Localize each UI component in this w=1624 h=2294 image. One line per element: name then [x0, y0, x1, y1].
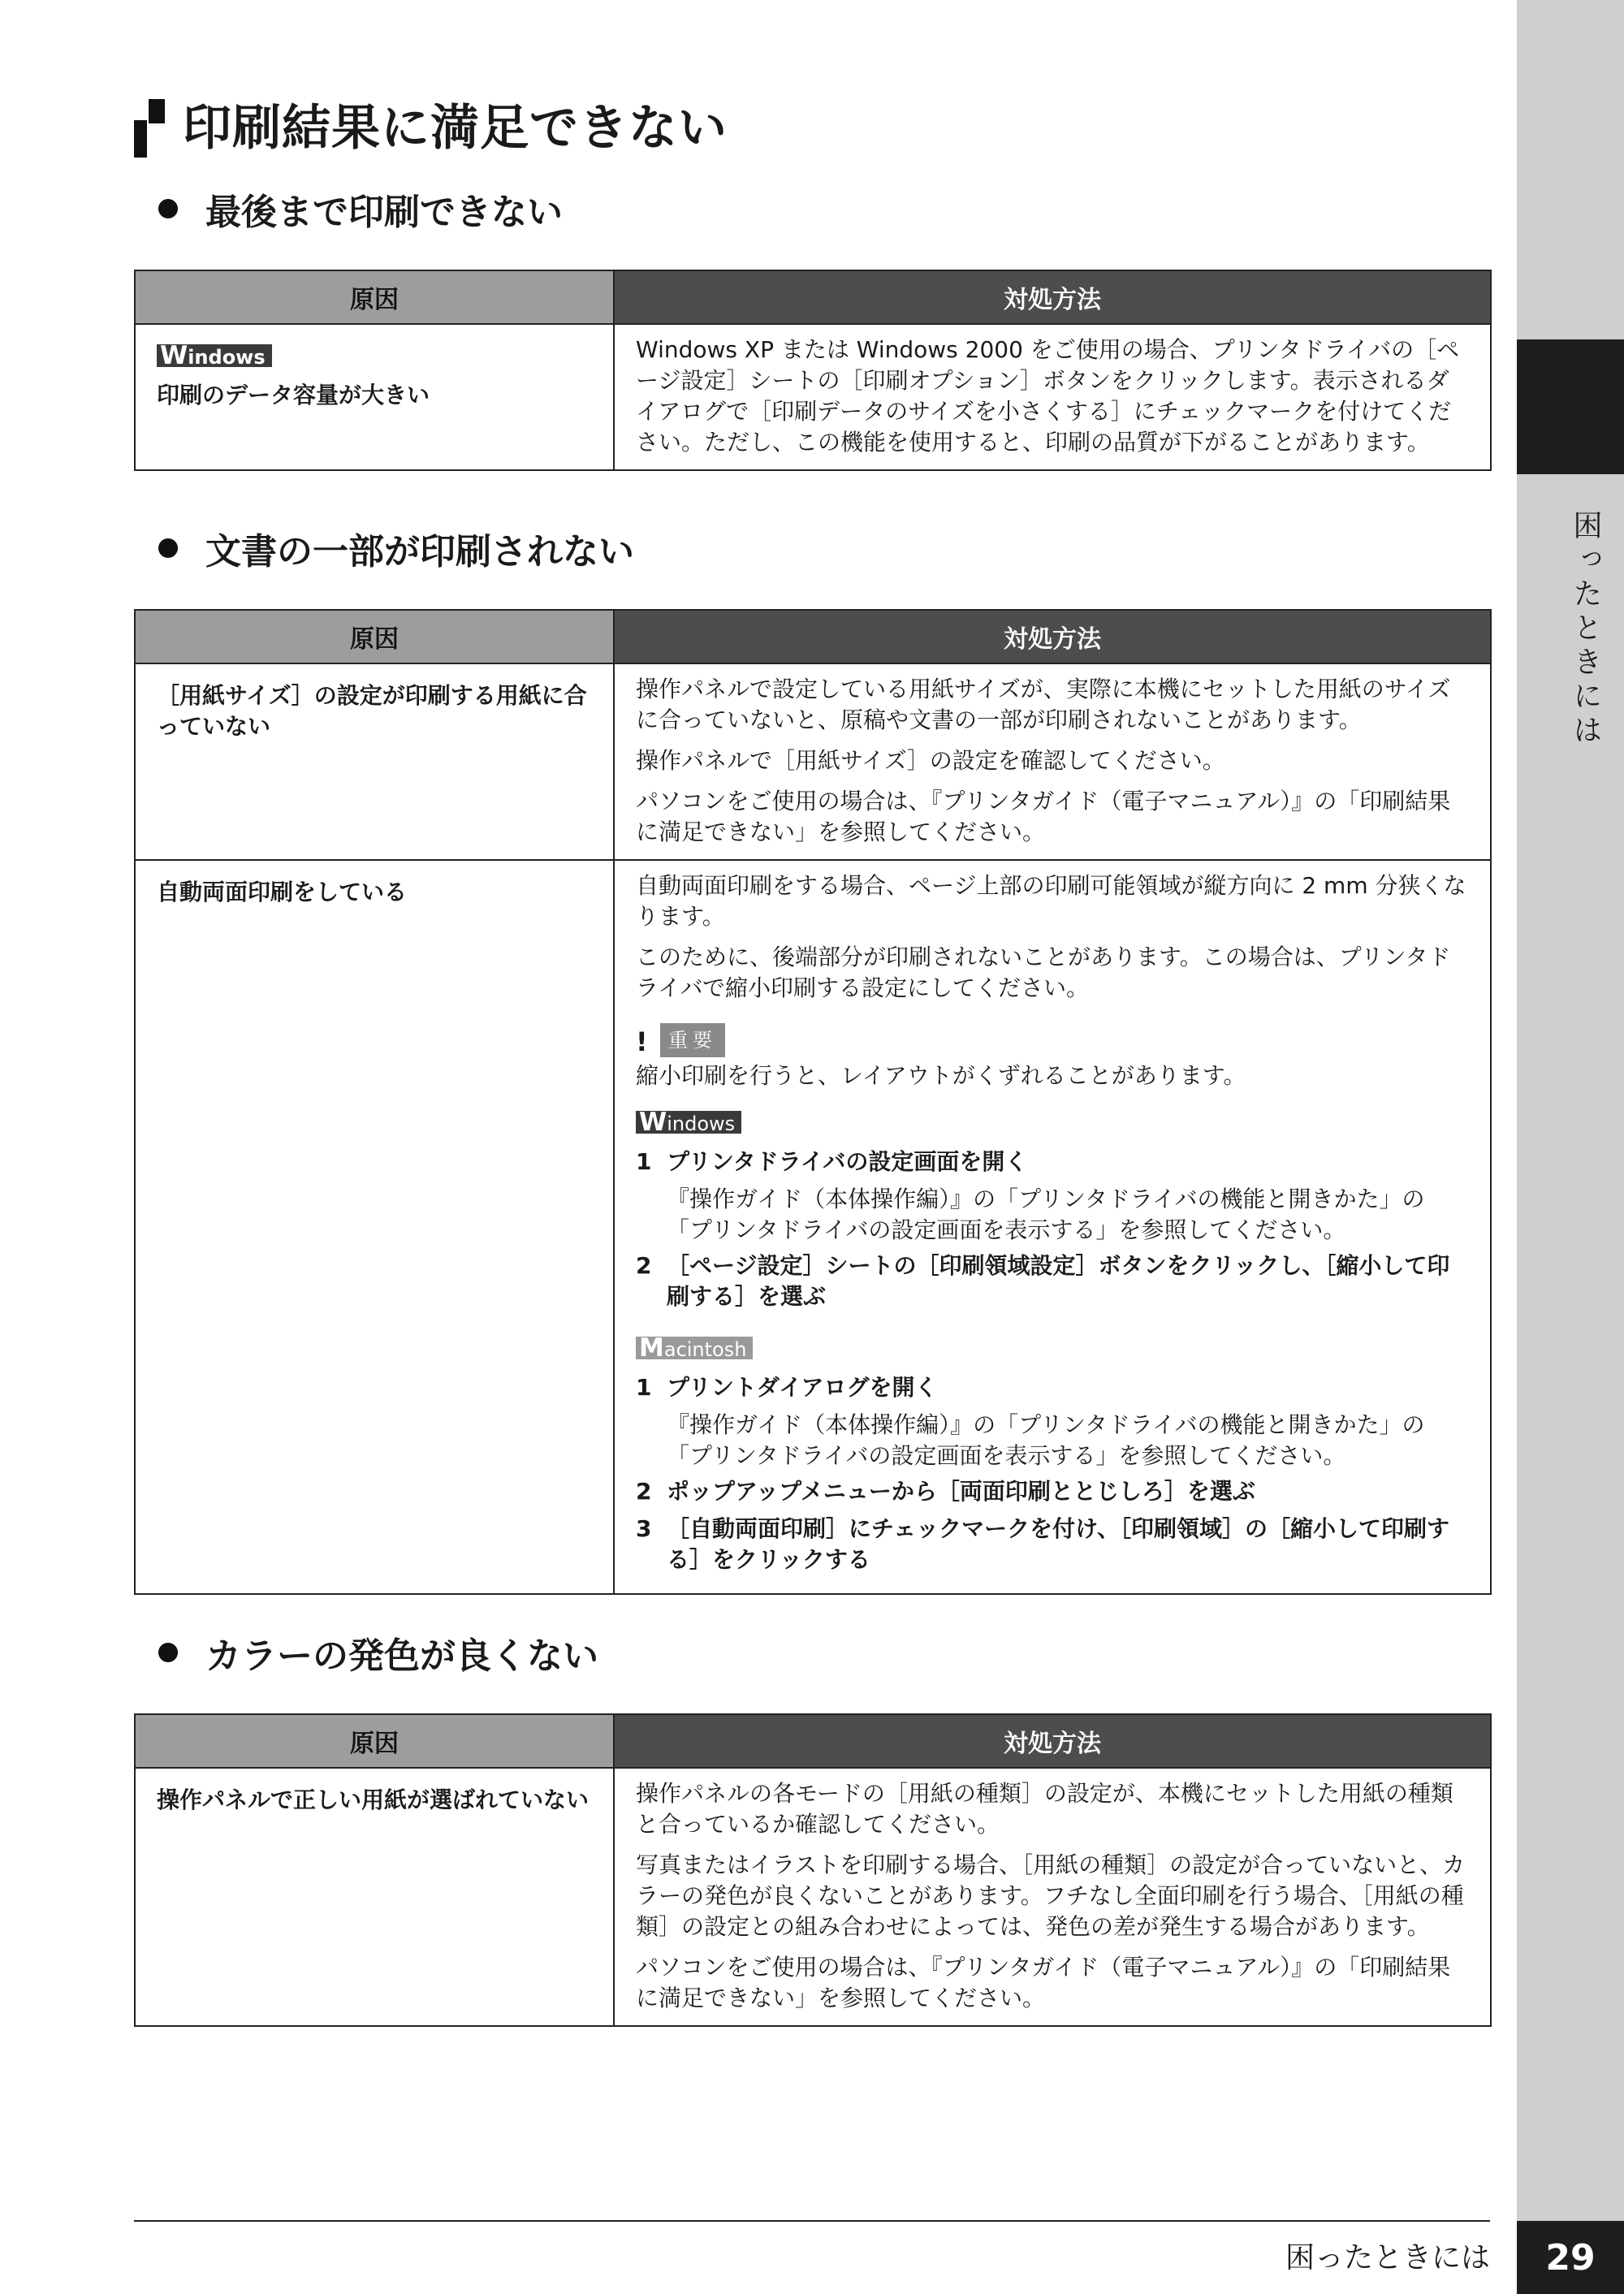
section-title: カラーの発色が良くない	[205, 1635, 598, 1677]
remedy-cell	[614, 1768, 1491, 2026]
remedy-text: 操作パネルで［用紙サイズ］の設定を確認してください。	[636, 747, 1225, 774]
macintosh-badge-icon: Macintosh	[636, 1337, 753, 1359]
windows-badge-icon: Windows	[157, 344, 272, 367]
section-title: 最後まで印刷できない	[205, 192, 563, 233]
bullet-icon	[158, 1643, 178, 1662]
table-row	[135, 663, 1491, 860]
windows-badge-icon: Windows	[636, 1111, 741, 1134]
side-index-tab	[1517, 339, 1624, 474]
page-title-block	[134, 91, 728, 158]
table-row	[135, 860, 1491, 1594]
bullet-icon	[158, 538, 178, 558]
table-header-row	[135, 270, 1491, 324]
page-title: 印刷結果に満足できない	[183, 100, 728, 157]
footer-section-label: 困ったときには	[1285, 2241, 1490, 2275]
remedy-text: パソコンをご使用の場合は、『プリンタガイド（電子マニュアル）』の「印刷結果に満足できない」を参照してください。	[636, 788, 1451, 845]
step-item: 1 プリントダイアログを開く	[636, 1374, 938, 1401]
remedy-text: Windows XP または Windows 2000 をご使用の場合、プリンタドライバの［ページ設定］シートの［印刷オプション］ボタンをクリックします。表示されるダイアログで［印刷データのサイズを小さくする］にチェックマークを付けてください。ただし、この機能を使用すると、印刷の品質が下がることがあります。	[636, 336, 1460, 456]
footer-divider	[134, 2220, 1490, 2222]
remedy-cell	[614, 324, 1491, 470]
section-heading	[158, 520, 1490, 577]
step-item: 1 プリンタドライバの設定画面を開く	[636, 1148, 1028, 1175]
column-header-remedy: 対処方法	[614, 270, 1491, 324]
step-item: 3 ［自動両面印刷］にチェックマークを付け、［印刷領域］の［縮小して印刷する］をクリックする	[636, 1515, 1450, 1573]
step-description: 『操作ガイド（本体操作編）』の「プリンタドライバの機能と開きかた」の「プリンタドライバの設定画面を表示する」を参照してください。	[667, 1186, 1425, 1243]
section-heading	[158, 1624, 1490, 1681]
note-text: 縮小印刷を行うと、レイアウトがくずれることがあります。	[636, 1062, 1246, 1089]
remedy-text: 操作パネルで設定している用紙サイズが、実際に本機にセットした用紙のサイズに合っていないと、原稿や文書の一部が印刷されないことがあります。	[636, 676, 1451, 733]
column-header-cause: 原因	[135, 610, 614, 663]
column-header-cause: 原因	[135, 270, 614, 324]
section-heading	[158, 180, 1490, 237]
step-item: 2 ［ページ設定］シートの［印刷領域設定］ボタンをクリックし、［縮小して印刷する］を選ぶ	[636, 1252, 1450, 1310]
section-print-incomplete	[134, 180, 1490, 471]
cause-cell	[135, 324, 614, 470]
step-item: 2 ポップアップメニューから［両面印刷ととじしろ］を選ぶ	[636, 1478, 1255, 1505]
title-marker-icon	[134, 91, 168, 158]
cause-cell: 自動両面印刷をしている	[135, 860, 614, 1594]
page-number: 29	[1517, 2221, 1624, 2294]
column-header-remedy: 対処方法	[614, 1714, 1491, 1768]
table-header-row	[135, 610, 1491, 663]
side-index-label: 困ったときには	[1569, 510, 1602, 749]
remedy-cell	[614, 860, 1491, 1594]
important-note-mark	[636, 1017, 1469, 1057]
column-header-remedy: 対処方法	[614, 610, 1491, 663]
remedy-text: このために、後端部分が印刷されないことがあります。この場合は、プリンタドライバで縮小印刷する設定にしてください。	[636, 944, 1451, 1001]
table-row	[135, 324, 1491, 470]
cause-cell: 操作パネルで正しい用紙が選ばれていない	[135, 1768, 614, 2026]
remedy-cell	[614, 663, 1491, 860]
remedy-text: 操作パネルの各モードの［用紙の種類］の設定が、本機にセットした用紙の種類と合っているか確認してください。	[636, 1780, 1453, 1838]
remedy-text: 写真またはイラストを印刷する場合、［用紙の種類］の設定が合っていないと、カラーの発色が良くないことがあります。フチなし全面印刷を行う場合、［用紙の種類］の設定との組み合わせによっては、発色の差が発生する場合があります。	[636, 1851, 1466, 1940]
section-title: 文書の一部が印刷されない	[205, 531, 634, 572]
troubleshoot-table	[134, 270, 1492, 471]
remedy-text: パソコンをご使用の場合は、『プリンタガイド（電子マニュアル）』の「印刷結果に満足できない」を参照してください。	[636, 1954, 1451, 2011]
step-description: 『操作ガイド（本体操作編）』の「プリンタドライバの機能と開きかた」の「プリンタドライバの設定画面を表示する」を参照してください。	[667, 1411, 1425, 1469]
cause-cell: ［用紙サイズ］の設定が印刷する用紙に合っていない	[135, 663, 614, 860]
column-header-cause: 原因	[135, 1714, 614, 1768]
table-row	[135, 1768, 1491, 2026]
badge-text: indows	[188, 346, 266, 369]
exclamation-icon: !	[636, 1026, 648, 1057]
troubleshoot-table	[134, 609, 1492, 1595]
troubleshoot-table	[134, 1713, 1492, 2027]
section-partial-print	[134, 520, 1490, 1595]
table-header-row	[135, 1714, 1491, 1768]
bullet-icon	[158, 199, 178, 218]
cause-text: 印刷のデータ容量が大きい	[157, 382, 430, 408]
section-color-quality	[134, 1624, 1490, 2027]
remedy-text: 自動両面印刷をする場合、ページ上部の印刷可能領域が縦方向に 2 mm 分狭くなります。	[636, 872, 1466, 930]
important-label: 重要	[660, 1023, 725, 1057]
